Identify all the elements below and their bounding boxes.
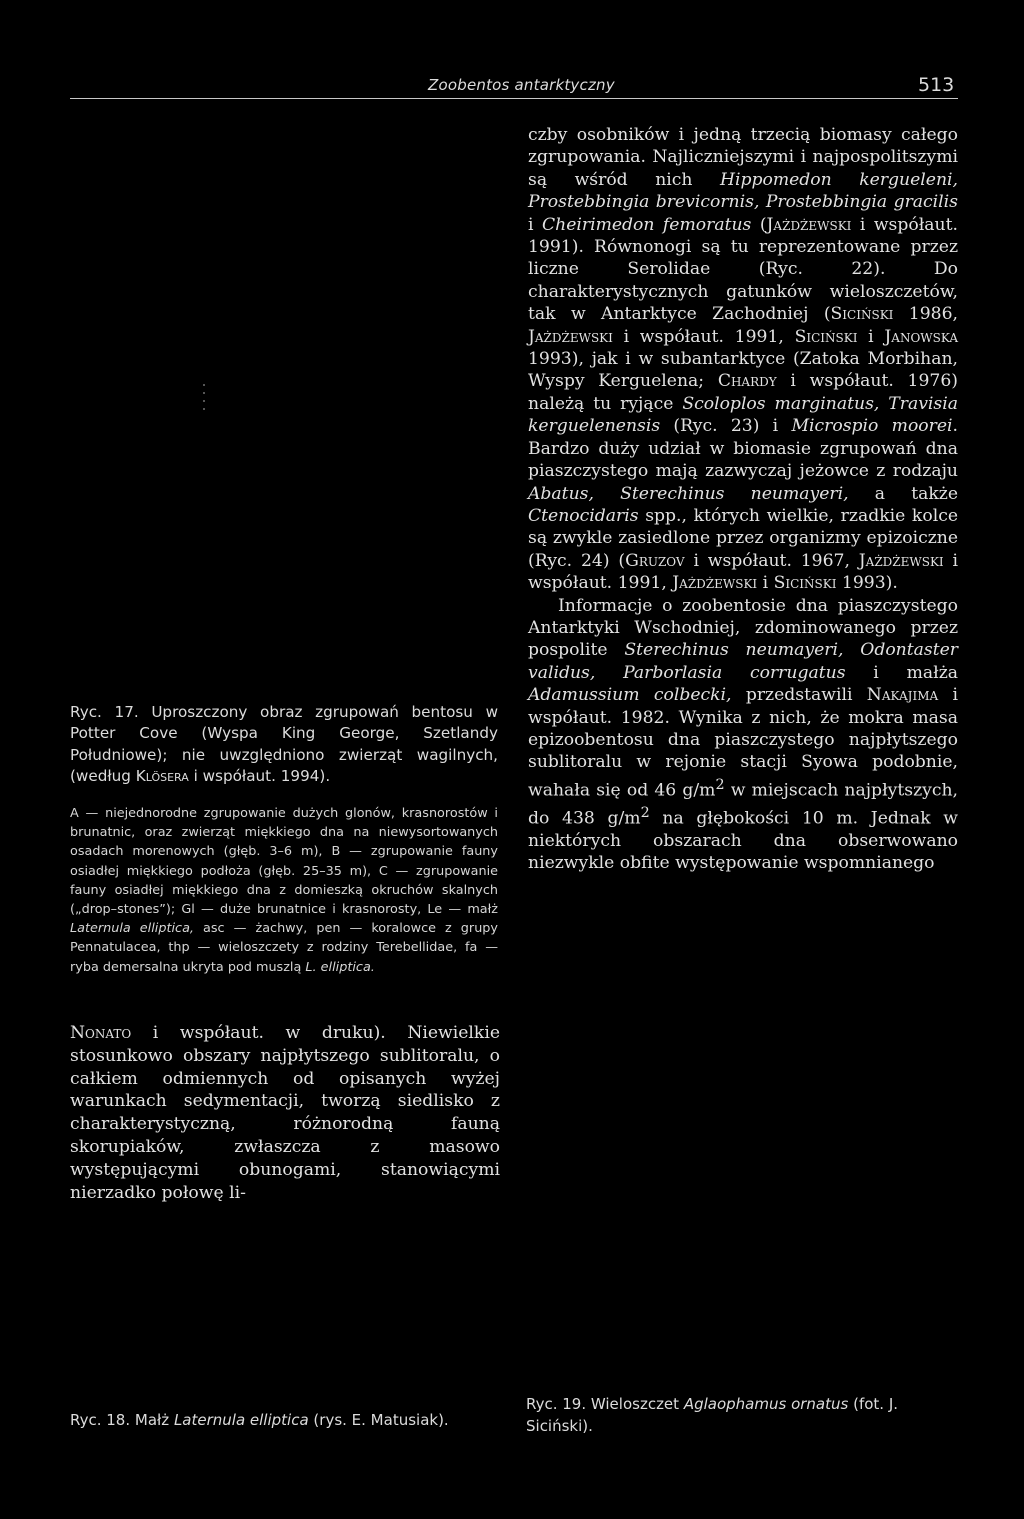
figure-17-legend: A — niejednorodne zgrupowanie dużych glonów, krasnorostów i brunatnic, oraz zwierząt miękkiego dna na niewysortowanych osadach morenowych (głęb. 3–6 m), B — zgrupowanie fauny osiadłej miękkiego podłoża (głęb. 25–35 m), C — zgrupowanie fauny osiadłej miękkiego dna z domieszką okruchów skalnych („drop–stones”); Gl — duże brunatnice i krasnorosty, Le — małż Laternula elliptica, asc — żachwy, pen — koralowce z grupy Pennatulacea, thp — wieloszczety z rodziny Terebellidae, fa — ryba demersalna ukryta pod muszlą L. elliptica. <box>70 806 498 975</box>
header-rule <box>70 98 958 99</box>
author-name: Jażdżewski <box>672 573 758 594</box>
left-paragraph-1: Nonato i współaut. w druku). Niewielkie stosunkowo obszary najpłytszego sublitoralu, o całkiem odmiennych od opisanych wyżej warunkach sedymentacji, tworzą siedlisko z charakterystyczną, różnorodną fauną skorupiaków, zwłaszcza z masowo występującymi obunogami, stanowiącymi nierzadko połowę li- <box>70 1023 500 1203</box>
author-name: Nonato <box>70 1023 132 1043</box>
author-name: Siciński <box>773 573 837 594</box>
author-name: Gruzov <box>625 550 685 571</box>
page-number: 513 <box>918 74 955 96</box>
superscript: 2 <box>640 804 650 821</box>
figure-19-caption: Ryc. 19. Wieloszczet Aglaophamus ornatus (fot. J. Siciński). <box>526 1395 899 1435</box>
figure-18-caption: Ryc. 18. Małż Laternula elliptica (rys. E. Matusiak). <box>70 1411 449 1429</box>
author-name: Siciński <box>794 326 858 347</box>
author-name: Nakajima <box>866 685 939 706</box>
left-column-text <box>70 1022 500 1204</box>
running-title: Zoobentos antarktyczny <box>428 76 615 94</box>
author-name: Jażdżewski <box>528 326 613 347</box>
figure-17-caption: Ryc. 17. Uproszczony obraz zgrupowań bentosu w Potter Cove (Wyspa King George, Szetlandy Południowe); nie uwzględniono zwierząt wagilnych, (według Klösera i współaut. 1994). <box>70 703 498 786</box>
right-paragraph-2: Informacje o zoobentosie dna piaszczystego Antarktyki Wschodniej, zdominowanego przez pospolite Sterechinus neumayeri, Odontaster validus, Parborlasia corrugatus i małża Adamussium colbecki, przedstawili Nakajima i współaut. 1982. Wynika z nich, że mokra masa epizoobentosu dna piaszczystego najpłytszego sublitoralu w rejonie stacji Syowa podobnie, wahała się od 46 $g/m^2$ w miejscach najpłytszych, do 438 $g/m^2$ na głębokości 10 m. Jednak w niektórych obszarach dna obserwowano niezwykle obfite występowanie wspomnianego <box>528 595 959 874</box>
right-column-text <box>528 124 958 875</box>
superscript: 2 <box>715 776 725 793</box>
author-name: Janowska <box>884 326 958 347</box>
author-name: Chardy <box>717 371 777 392</box>
author-name: Siciński <box>830 304 894 325</box>
scan-mark <box>203 384 205 420</box>
author-name: Klösera <box>135 767 189 786</box>
right-paragraph-1: czby osobników i jedną trzecią biomasy całego zgrupowania. Najliczniejszymi i najpospolitszymi są wśród nich Hippomedon kergueleni, Prostebbingia brevicornis, Prostebbingia gracilis i Cheirimedon femoratus (Jażdżewski i współaut. 1991). Równonogi są tu reprezentowane przez liczne Serolidae (Ryc. 22). Do charakterystycznych gatunków wieloszczetów, tak w Antarktyce Zachodniej (Siciński 1986, Jażdżewski i współaut. 1991, Siciński i Janowska 1993), jak i w subantarktyce (Zatoka Morbihan, Wyspy Kerguelena; Chardy i współaut. 1976) należą tu ryjące Scoloplos marginatus, Travisia kerguelenensis (Ryc. 23) i Microspio moorei. Bardzo duży udział w biomasie zgrupowań dna piaszczystego mają zazwyczaj jeżowce z rodzaju Abatus, Sterechinus neumayeri, a także Ctenocidaris spp., których wielkie, rzadkie kolce są zwykle zasiedlone przez organizmy epizoiczne (Ryc. 24) (Gruzov i współaut. 1967, Jażdżewski i współaut. 1991, Jażdżewski i Siciński 1993). <box>528 125 958 594</box>
author-name: Jażdżewski <box>766 214 852 235</box>
author-name: Jażdżewski <box>858 550 944 571</box>
